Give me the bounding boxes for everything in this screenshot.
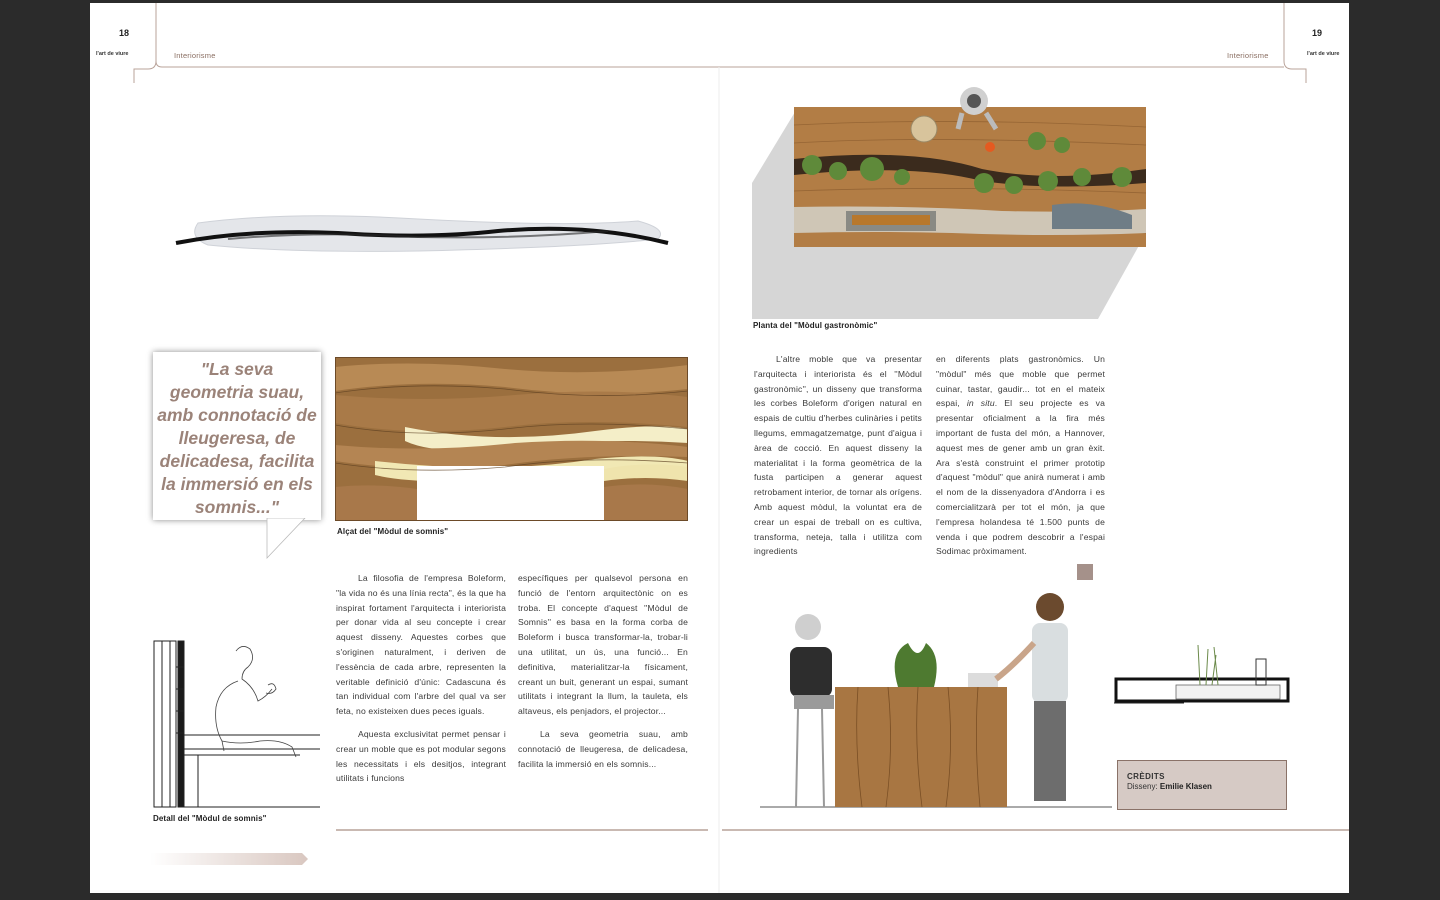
- planta-gastronomic-image: [752, 73, 1147, 319]
- page-number-left: 18: [119, 28, 130, 38]
- right-col2-text-b: . El seu projecte es va presentar oficialment a la fira més important de fusta del món, a Hannover, aquest mes de gener amb un gran èxit. Ara s'està construint el primer prototip d'aquest "mòdul" que anirà numerat i amb el nom de la dissenyadora d'Andorra i es comercialitzarà per tot el món, ja que l'empresa holandesa té 1.500 punts de venda i que podrem descobrir a l'espai Sodimac pròximament.: [936, 398, 1106, 557]
- pull-quote-text: "La seva geometria suau, amb connotació de lleugeresa, de delicadesa, facilita la immersió en els somnis...": [157, 359, 317, 517]
- right-col2-paragraph: [936, 352, 1105, 559]
- right-col1-paragraph: L'altre moble que va presentar l'arquitecta i interiorista és el ''Mòdul gastronòmic'', un disseny que transforma les corbes Boleform d'origen natural en espais de cultiu d'herbes culinàries i petits llegums, emmagatzematge, punt d'aigua i àrea de cocció. En aquest disseny la materialitat i la forma geomètrica de la fusta participen a generar aquest retrobament interior, de tornar als orígens. Amb aquest mòdul, la voluntat era de crear un espai de treball on es cultiva, transforma, neteja, talla i utilitza com ingredients: [754, 354, 922, 557]
- alcat-wood-elevation-image: [335, 357, 688, 521]
- right-column-1: [754, 352, 922, 559]
- left-column-1: [336, 571, 506, 794]
- brand-left: l'art de viure: [96, 51, 129, 57]
- quote-tail: [265, 518, 309, 562]
- detall-section-drawing: [150, 637, 326, 809]
- module-scene-image: [758, 583, 1114, 813]
- right-col2-text-a: en diferents plats gastronòmics. Un "mòdul" més que moble que permet cuinar, tastar, gaudir... tot en el mateix espai,: [936, 354, 1105, 409]
- section-title-left: Interiorisme: [174, 51, 216, 60]
- curve-sketch-image: [168, 209, 674, 259]
- caption-alcat: Alçat del "Mòdul de somnis": [337, 527, 449, 536]
- caption-planta: Planta del "Mòdul gastronòmic": [753, 321, 878, 330]
- credits-label: Disseny:: [1127, 782, 1158, 791]
- left-col1-paragraph-2: Aquesta exclusivitat permet pensar i crear un moble que es pot modular segons les necessitats i els desitjos, integrant utilitats i funcions: [336, 728, 506, 784]
- end-of-article-mark: [1077, 564, 1093, 580]
- credits-line: [1127, 782, 1277, 791]
- left-column-2: [518, 571, 688, 779]
- left-col2-paragraph-1: específiques per qualsevol persona en funció de l'entorn arquitectònic on es troba. El concepte d'aquest ''Mòdul de Somnis'' es basa en la forma corba de Boleform i busca transformar-la, trobar-li una utilitat, un ús, una funció... En definitiva, materialitzar-la físicament, creant un buit, generant un espai, sumant utilitats i integrant la llum, la tauleta, els altaveus, els penjadors, el projector...: [518, 573, 688, 717]
- brand-right: l'art de viure: [1307, 51, 1340, 57]
- credits-title: CRÈDITS: [1127, 772, 1165, 781]
- decorative-arrow-bar: [150, 853, 308, 865]
- caption-detall: Detall del "Mòdul de somnis": [153, 814, 267, 823]
- section-title-right: Interiorisme: [1227, 51, 1269, 60]
- magazine-spread: [90, 3, 1349, 893]
- left-col1-paragraph-1: La filosofia de l'empresa Boleform, "la vida no és una línia recta", és la que ha inspirat fortament l'arquitecta i interiorista per donar vida al seu concepte i crear aquest disseny. Aquestes corbes que s'originen naturalment, i deriven de l'essència de cada arbre, representen la veritable definició d'únic: Cadascuna és tan individual com l'arbre del qual va ser feta, no existeixen dues peces iguals.: [336, 573, 506, 717]
- section-detail-drawing: [1114, 641, 1290, 711]
- credits-name: Emilie Klasen: [1159, 782, 1212, 791]
- right-column-2: [936, 352, 1105, 559]
- page-number-right: 19: [1312, 28, 1323, 38]
- pull-quote: [153, 352, 321, 520]
- credits-box: [1117, 760, 1287, 810]
- left-col2-paragraph-2: La seva geometria suau, amb connotació de lleugeresa, de delicadesa, facilita la immersió en els somnis...: [518, 728, 688, 769]
- right-col2-insitu: in situ: [966, 398, 995, 409]
